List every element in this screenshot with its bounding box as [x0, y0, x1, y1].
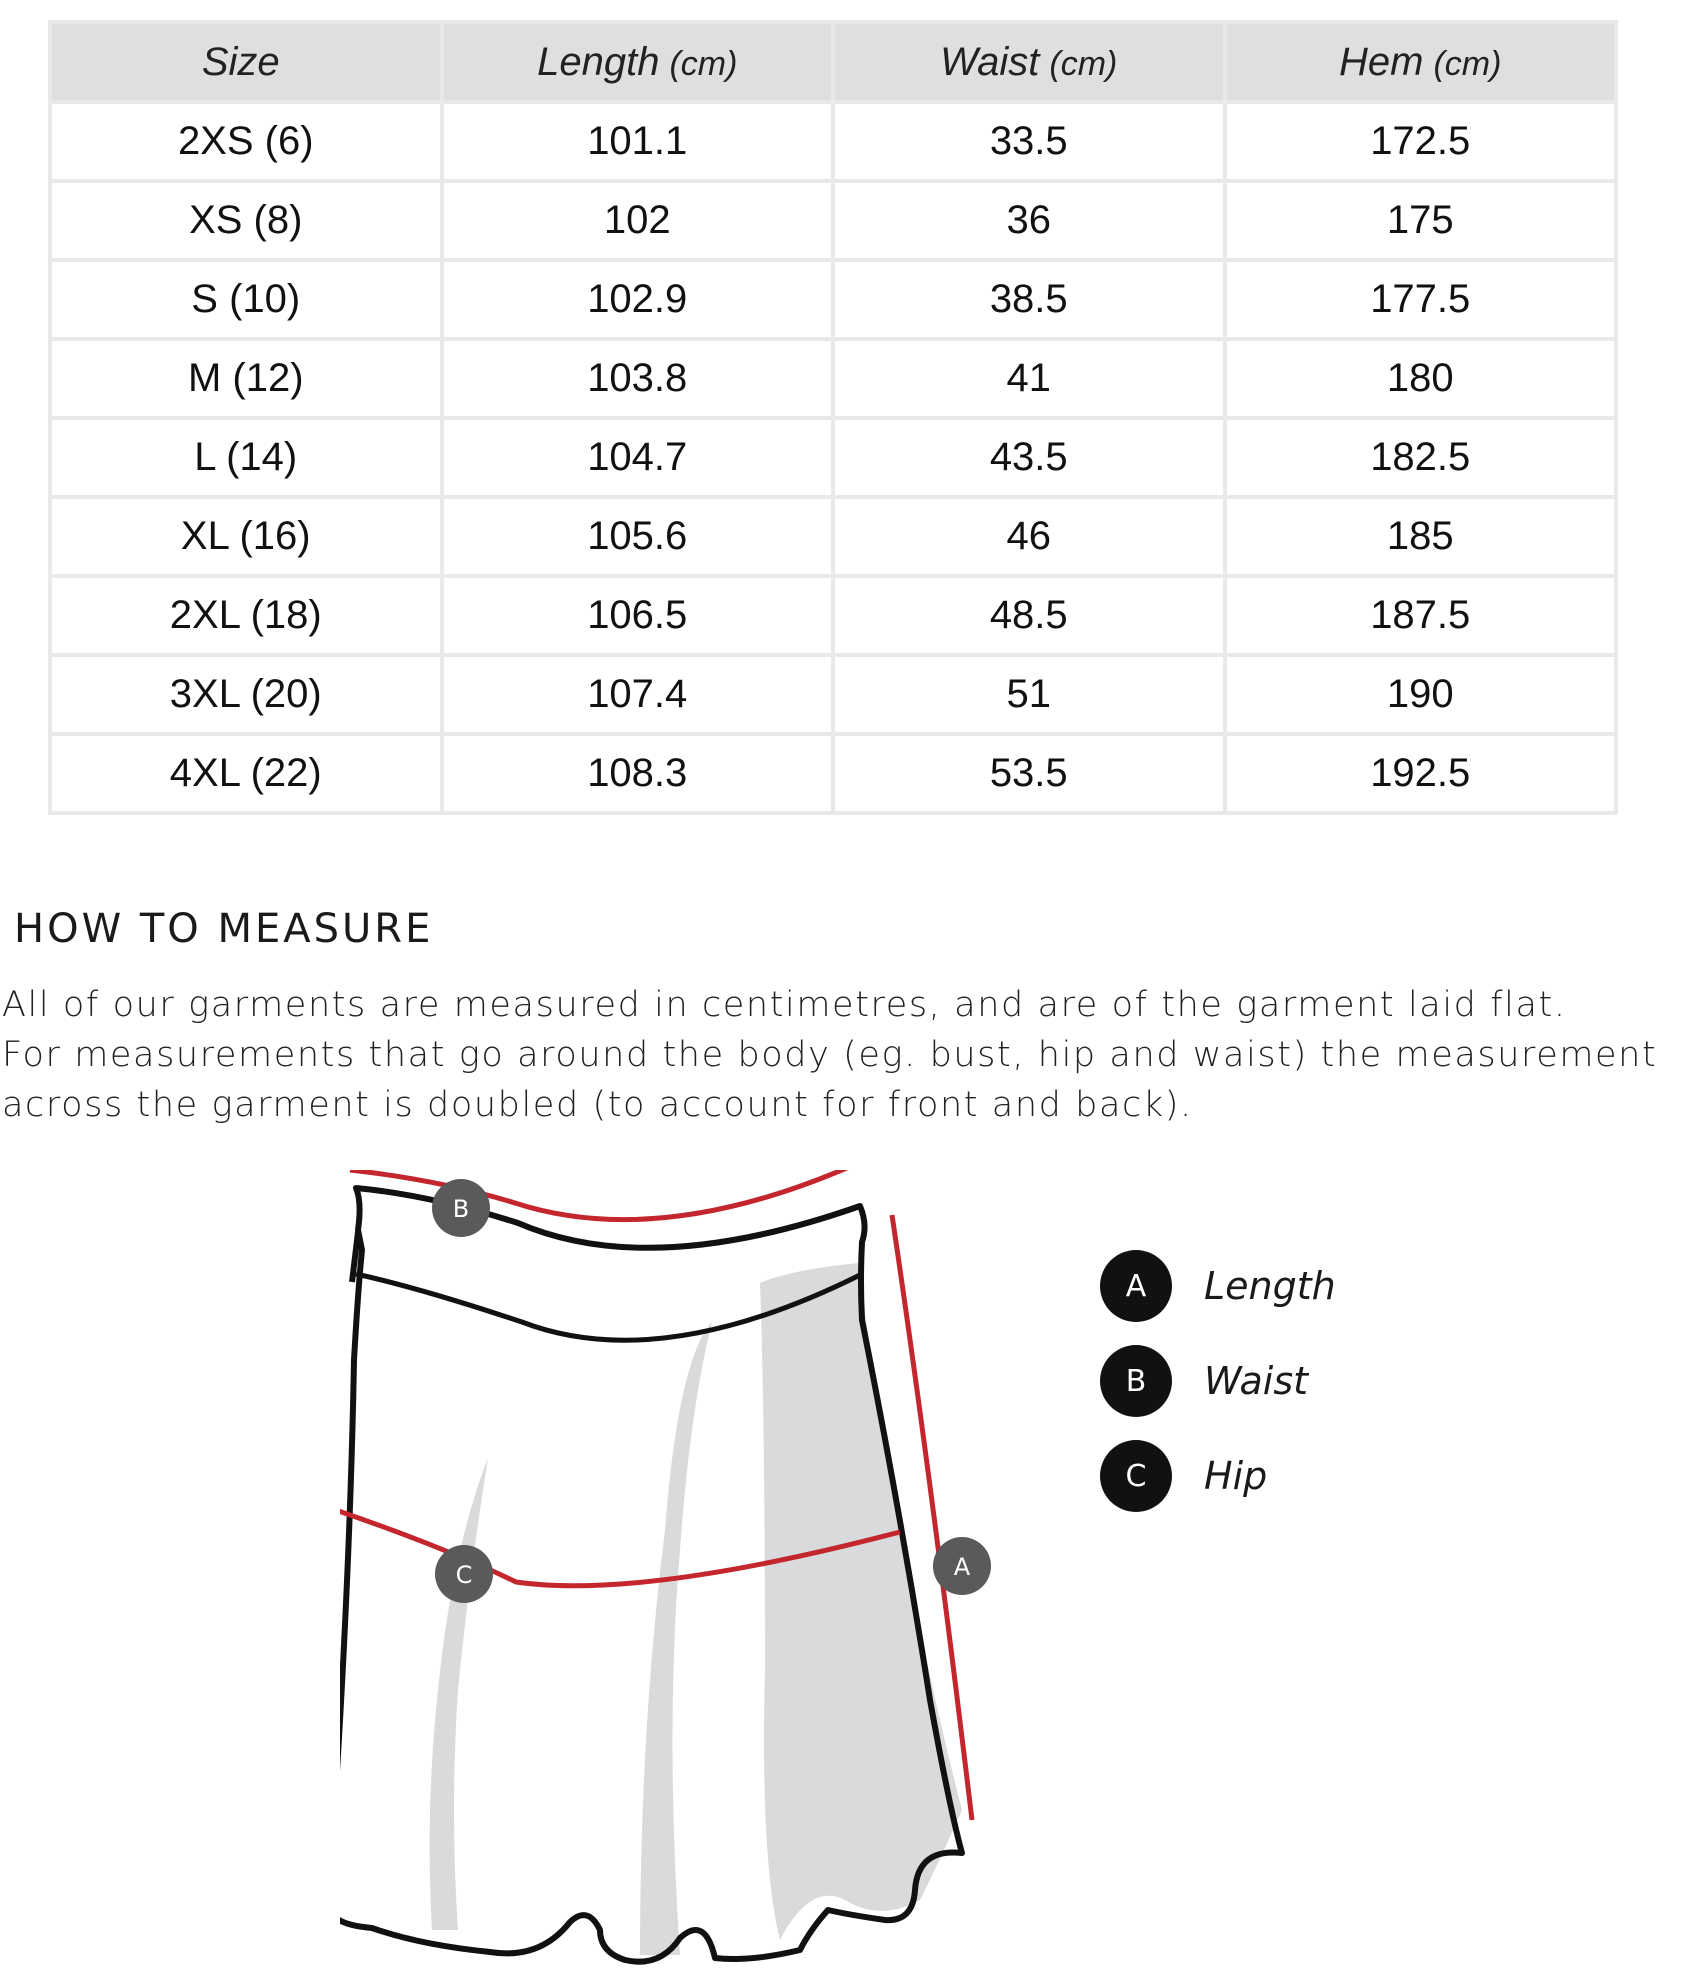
how-to-measure-line: All of our garments are measured in centimetres, and are of the garment laid flat.: [2, 985, 1567, 1025]
table-row: [50, 181, 1616, 260]
cell-waist: 48.5: [833, 576, 1225, 655]
waist-measure-line: [350, 1170, 856, 1220]
header-label: Size: [201, 39, 280, 84]
cell-waist: 41: [833, 339, 1225, 418]
table-row: [50, 418, 1616, 497]
legend-label: Length: [1204, 1264, 1336, 1308]
skirt-shade-right: [760, 1263, 962, 1940]
legend-badge: B: [1100, 1345, 1172, 1417]
cell-length: 102: [442, 181, 834, 260]
legend-item-length: [1100, 1250, 1336, 1322]
marker-length: [933, 1537, 991, 1595]
cell-hem: 185: [1225, 497, 1617, 576]
table-row: [50, 339, 1616, 418]
header-label: Waist: [940, 39, 1040, 84]
table-header-row: [50, 22, 1616, 102]
marker-letter: C: [455, 1561, 473, 1589]
header-length: [442, 22, 834, 102]
cell-length: 104.7: [442, 418, 834, 497]
header-label: Length: [537, 39, 660, 84]
legend-label: Waist: [1204, 1359, 1309, 1403]
cell-waist: 53.5: [833, 734, 1225, 813]
table-row: [50, 734, 1616, 813]
cell-waist: 51: [833, 655, 1225, 734]
how-to-measure-title: HOW TO MEASURE: [14, 906, 434, 952]
cell-size: M (12): [50, 339, 442, 418]
cell-size: 2XS (6): [50, 102, 442, 181]
cell-length: 103.8: [442, 339, 834, 418]
cell-waist: 38.5: [833, 260, 1225, 339]
marker-hip: [435, 1545, 493, 1603]
header-unit: (cm): [1049, 44, 1118, 83]
cell-hem: 192.5: [1225, 734, 1617, 813]
how-to-measure-line: For measurements that go around the body (eg. bust, hip and waist) the measurement: [2, 1035, 1658, 1075]
cell-size: 2XL (18): [50, 576, 442, 655]
cell-waist: 36: [833, 181, 1225, 260]
cell-length: 102.9: [442, 260, 834, 339]
cell-hem: 177.5: [1225, 260, 1617, 339]
cell-length: 105.6: [442, 497, 834, 576]
cell-waist: 46: [833, 497, 1225, 576]
cell-size: L (14): [50, 418, 442, 497]
cell-waist: 33.5: [833, 102, 1225, 181]
cell-hem: 190: [1225, 655, 1617, 734]
table-row: [50, 497, 1616, 576]
skirt-shade-left: [430, 1458, 488, 1930]
table-row: [50, 260, 1616, 339]
cell-hem: 180: [1225, 339, 1617, 418]
cell-size: XL (16): [50, 497, 442, 576]
marker-letter: A: [953, 1553, 971, 1581]
table-row: [50, 576, 1616, 655]
skirt-measurement-diagram: [340, 1170, 1020, 1970]
cell-length: 101.1: [442, 102, 834, 181]
legend-badge: C: [1100, 1440, 1172, 1512]
marker-waist: [432, 1179, 490, 1237]
marker-letter: B: [452, 1195, 470, 1223]
cell-hem: 172.5: [1225, 102, 1617, 181]
header-unit: (cm): [1433, 44, 1502, 83]
table-row: [50, 102, 1616, 181]
legend-item-waist: [1100, 1345, 1336, 1417]
cell-length: 106.5: [442, 576, 834, 655]
legend-badge: A: [1100, 1250, 1172, 1322]
legend-label: Hip: [1204, 1454, 1268, 1498]
size-chart-table: [48, 20, 1618, 815]
cell-hem: 175: [1225, 181, 1617, 260]
measurement-legend: [1100, 1250, 1336, 1535]
header-unit: (cm): [669, 44, 738, 83]
header-hem: [1225, 22, 1617, 102]
skirt-shade-center: [640, 1322, 712, 1955]
table-row: [50, 655, 1616, 734]
header-label: Hem: [1339, 39, 1424, 84]
legend-item-hip: [1100, 1440, 1336, 1512]
cell-length: 108.3: [442, 734, 834, 813]
cell-hem: 182.5: [1225, 418, 1617, 497]
cell-hem: 187.5: [1225, 576, 1617, 655]
header-size: [50, 22, 442, 102]
how-to-measure-line: across the garment is doubled (to account for front and back).: [2, 1085, 1193, 1125]
cell-waist: 43.5: [833, 418, 1225, 497]
how-to-measure-text: [2, 980, 1682, 1130]
header-waist: [833, 22, 1225, 102]
cell-size: 4XL (22): [50, 734, 442, 813]
cell-size: XS (8): [50, 181, 442, 260]
cell-length: 107.4: [442, 655, 834, 734]
cell-size: S (10): [50, 260, 442, 339]
cell-size: 3XL (20): [50, 655, 442, 734]
